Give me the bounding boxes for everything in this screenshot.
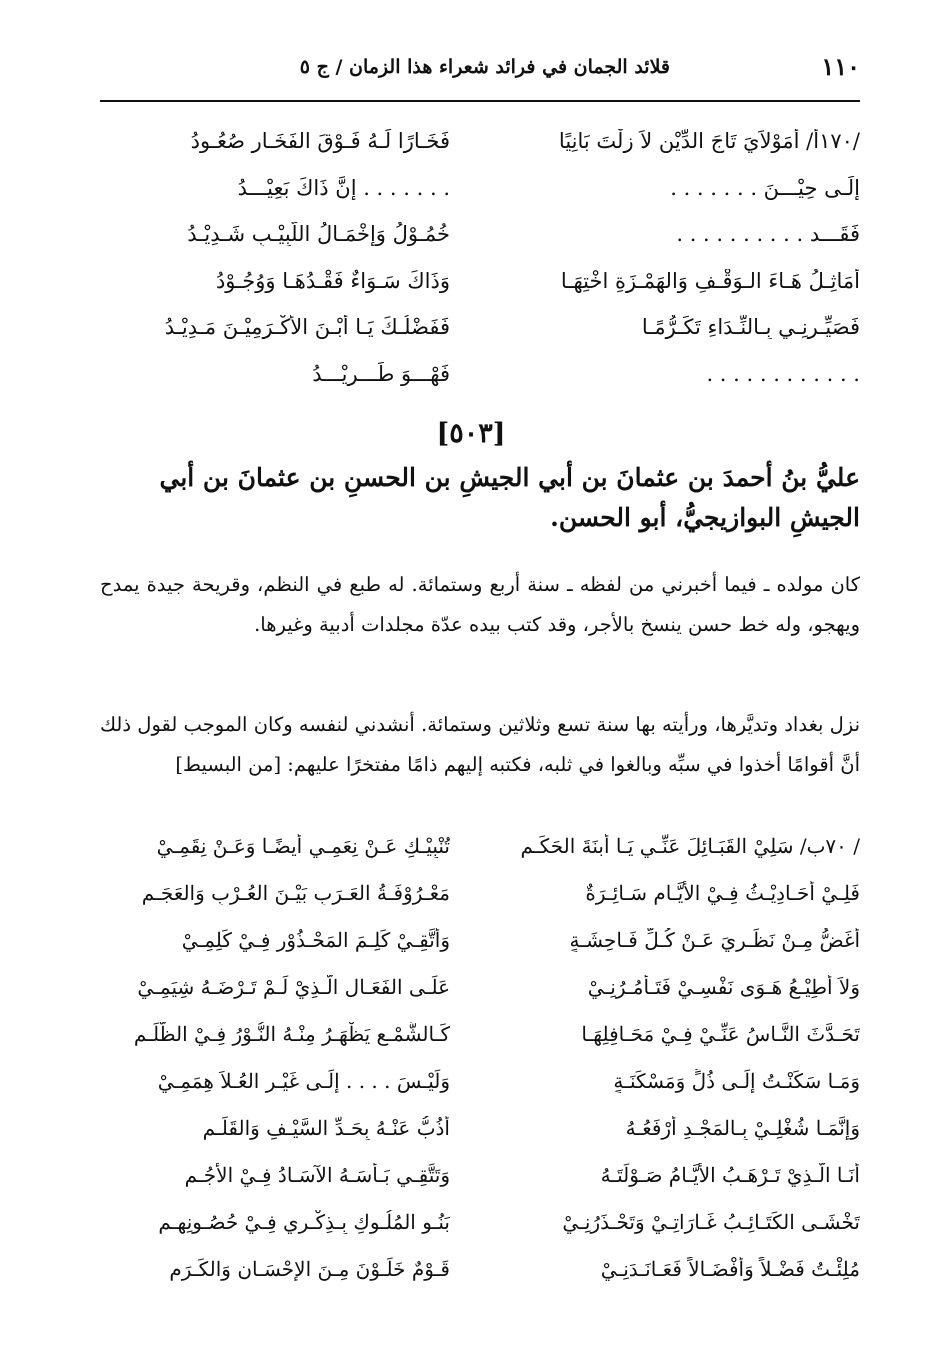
verse-first-hemistich: تَحَـدَّثَ النَّـاسُ عَنِّـيْ فِـيْ مَحَـافِلِهَـا bbox=[581, 1021, 860, 1046]
verse-first-hemistich: أُغَضُّ مِـنْ نَظَـرِيَ عَـنْ كُـلِّ فَـاحِشَـةٍ bbox=[569, 927, 860, 952]
verse-second-hemistich: تُنْبِيْـكِ عَـنْ نِعَمِـي أَيضًـا وَعَـنْ نِقَمِـيْ bbox=[156, 833, 450, 858]
verse-first-hemistich: . . . . . . . . . . . . bbox=[706, 361, 860, 386]
verse-line bbox=[100, 1245, 860, 1292]
paragraph: نزل بغداد وتديَّرها، ورأيته بها سنة تسع وثلاثين وستمائة. أنشدني لنفسه وكان الموجب لقول ذلك أنَّ أقوامًا أخذوا في سبِّه وبالغوا في ثلبه، فكتبه إليهم ذامًا مفتخرًا عليهم: [من البسيط] bbox=[100, 713, 860, 776]
header-divider bbox=[100, 100, 860, 102]
verse-line bbox=[100, 211, 860, 258]
page-header bbox=[100, 52, 860, 92]
verse-second-hemistich: خُمُـوْلُ وَإِخْمَـالُ اللَّبِيْـبِ شَـدِيْـدُ bbox=[187, 222, 450, 247]
verse-first-hemistich: فَقَـــد . . . . . . . . . . bbox=[676, 222, 860, 247]
verse-first-hemistich: وَإِنَّمَـا شُغْلِـيْ بِـالمَجْـدِ أَرْفَعُـهُ bbox=[625, 1115, 860, 1140]
verse-first-hemistich: أَمَاثِـلُ هَـاءَ الـوَقْـفِ وَالهَمْـزَةِ اخْتِهَـا bbox=[560, 268, 860, 293]
entry-title: عليُّ بنُ أحمدَ بن عثمانَ بن أبي الجيشِ بن الحسنِ بن عثمانَ بن أبي الجيشِ البوازيجيُّ، أبو الحسن. bbox=[159, 463, 860, 532]
page-number: ١١٠ bbox=[821, 52, 860, 81]
verse-second-hemistich: عَلَـى الفَعَـالِ الَّـذِيْ لَـمْ تَـرْضَـهُ شِيَمِـيْ bbox=[137, 974, 450, 999]
verse-first-hemistich: إِلَـى حِيْـــنَ . . . . . . . bbox=[670, 175, 860, 200]
verse-line bbox=[100, 1151, 860, 1198]
verse-line bbox=[100, 963, 860, 1010]
verse-second-hemistich: فَفَضْلُـكَ يَـا أَبْـنَ الأَكْـرَمِيْـنَ مَـدِيْـدُ bbox=[164, 315, 450, 340]
verse-second-hemistich: وَأَتَّقِـيْ كَلِـمَ المَحْـذُوْرِ فِـيْ كَلِمِـيْ bbox=[181, 927, 450, 952]
entry-number: [٥٠٣] bbox=[436, 418, 506, 449]
verse-line bbox=[100, 118, 860, 165]
verse-second-hemistich: كَـالشَّمْـعِ يَظْهَـرُ مِنْـهُ النُّـوْرُ فِـيْ الظُّلَـمِ bbox=[133, 1021, 450, 1046]
verse-second-hemistich: فَخَـارًا لَـهُ فَـوْقَ الفَخَـارِ صُعُـودُ bbox=[190, 129, 450, 154]
verse-line bbox=[100, 1057, 860, 1104]
verse-first-hemistich: تَخْشَـى الكَتَـائِـبُ غَـارَاتِـيْ وَتَحْـذَرُنِـيْ bbox=[562, 1209, 860, 1234]
verse-block-bottom bbox=[100, 822, 860, 1292]
verse-first-hemistich: فَلِـيْ أَحَـادِيْـثُ فِـيْ الأَيَّـامِ سَـائِـرَةٌ bbox=[585, 880, 860, 905]
verse-block-top bbox=[100, 118, 860, 397]
verse-line bbox=[100, 351, 860, 398]
verse-second-hemistich: أَذُبُّ عَنْـهُ بِحَـدِّ السَّيْـفِ وَالقَلَـمِ bbox=[202, 1115, 450, 1140]
verse-line bbox=[100, 1198, 860, 1245]
verse-second-hemistich: . . . . . . . إِنَّ ذَاكَ بَعِيْـــدُ bbox=[237, 175, 450, 200]
verse-line bbox=[100, 1010, 860, 1057]
verse-second-hemistich: وَتَتَّقِـي بَـأْسَـهُ الآسَـادُ فِـيْ الأُجُـمِ bbox=[184, 1162, 450, 1187]
verse-first-hemistich: وَلاَ أُطِيْـعُ هَـوَى نَفْسِـيْ فَتَـأْمُـرُنِـيْ bbox=[587, 974, 860, 999]
verse-second-hemistich: وَذَاكَ سَـوَاءٌ فَقْـدُهَـا وَوُجُـوْدُ bbox=[215, 268, 450, 293]
verse-second-hemistich: مَعْـرُوْفَـةُ العَـرَبِ بَيْـنَ العُـرْبِ وَالعَجَـمِ bbox=[141, 880, 450, 905]
verse-first-hemistich: /١٧٠أ/ أَمَوْلاَيَ تَاجَ الدِّيْنِ لاَ زِلْتَ بَانِيًا bbox=[558, 129, 860, 154]
verse-line bbox=[100, 165, 860, 212]
verse-line bbox=[100, 304, 860, 351]
verse-first-hemistich: فَصَيِّـرنِـي بِـالنِّـدَاءِ تَكَـرُّمًـا bbox=[641, 315, 860, 340]
verse-first-hemistich: / ٧٠ب/ سَلِيْ القَبَـائِلَ عَنِّـي يَـا أبنَةَ الحَكَـمِ bbox=[520, 833, 860, 858]
verse-second-hemistich: بَنُـو المُلُـوكِ بِـذِكْـرِي فِـيْ حُصُـونِهِـمِ bbox=[158, 1209, 450, 1234]
verse-first-hemistich: أَنَـا الَّـذِيْ تَـرْهَـبُ الأَيَّـامُ صَـوْلَتَـهُ bbox=[600, 1162, 860, 1187]
verse-line bbox=[100, 869, 860, 916]
paragraph: كان مولده ـ فيما أخبرني من لفظه ـ سنة أربع وستمائة. له طبع في النظم، وقريحة جيدة يمدح ويهجو، وله خط حسن ينسخ بالأجر، وقد كتب بيده عدّة مجلدات أدبية وغيرها. bbox=[100, 573, 860, 636]
verse-first-hemistich: مُلِئْـتُ فَضْـلاً وَأفْضَـالاً فَعَـانَـدَنِـيْ bbox=[600, 1256, 860, 1281]
verse-second-hemistich: فَهْـــوَ طَـــرِيْـــدُ bbox=[312, 361, 450, 386]
verse-second-hemistich: قَـوْمٌ خَلَـوْنَ مِـنَ الإِحْسَـانِ وَالكَـرَمِ bbox=[169, 1256, 450, 1281]
verse-second-hemistich: وَلَيْـسَ . . . . إِلَـى غَيْـرِ العُـلاَ هِمَمِـيْ bbox=[157, 1068, 450, 1093]
verse-line bbox=[100, 916, 860, 963]
running-title: قلائد الجمان في فرائد شعراء هذا الزمان / ج ٥ bbox=[299, 56, 670, 78]
verse-first-hemistich: وَمَـا سَكَنْـتُ إِلَـى ذُلٍّ وَمَسْكَنَـةٍ bbox=[613, 1068, 860, 1093]
verse-line bbox=[100, 822, 860, 869]
verse-line bbox=[100, 1104, 860, 1151]
verse-line bbox=[100, 258, 860, 305]
